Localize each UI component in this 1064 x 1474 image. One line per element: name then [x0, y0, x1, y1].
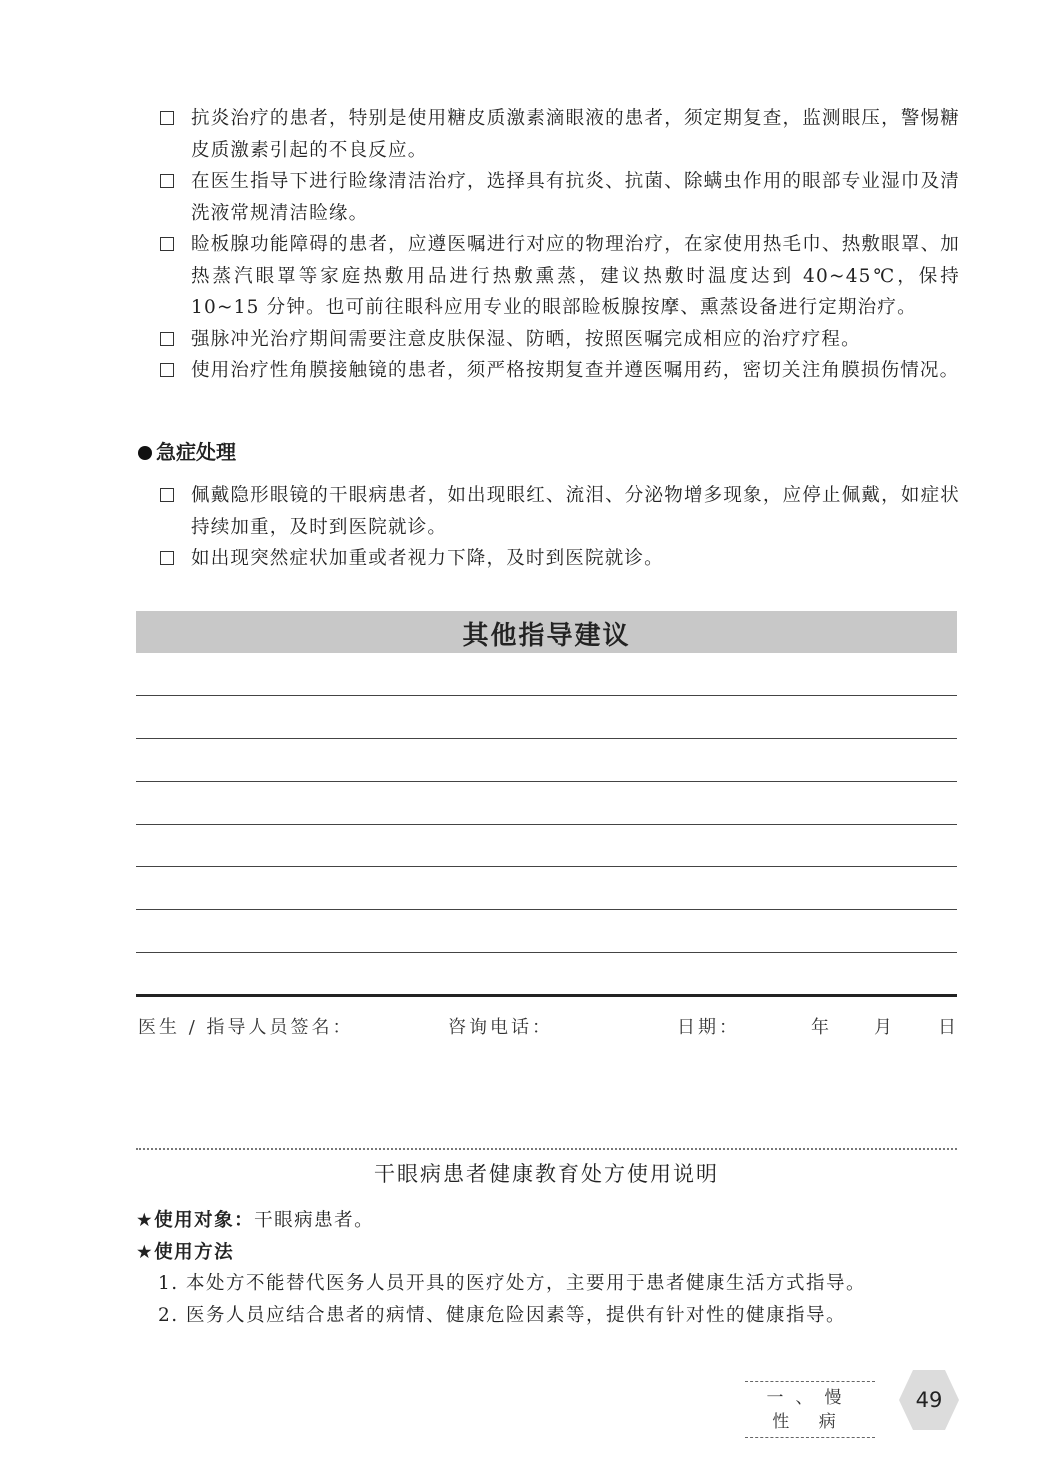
checklist-item-text: 佩戴隐形眼镜的干眼病患者，如出现眼红、流泪、分泌物增多现象，应停止佩戴，如症状持续加重，及时到医院就诊。 [191, 485, 960, 538]
checkbox[interactable] [160, 237, 174, 251]
method-row [136, 1238, 234, 1264]
emergency-checklist [160, 480, 960, 575]
writing-line[interactable] [136, 866, 957, 867]
writing-line[interactable] [136, 738, 957, 739]
method-label: ★使用方法 [136, 1242, 235, 1263]
writing-line[interactable] [136, 781, 957, 782]
bullet-icon [138, 446, 152, 460]
writing-line[interactable] [136, 695, 957, 696]
checklist-item [160, 355, 960, 387]
date-year: 年 [811, 1017, 832, 1038]
checkbox[interactable] [160, 488, 174, 502]
date-label: 日期： [677, 1017, 740, 1038]
other-advice-title: 其他指导建议 [462, 621, 631, 651]
dotted-divider [136, 1148, 957, 1150]
checklist-item-text: 如出现突然症状加重或者视力下降，及时到医院就诊。 [191, 548, 664, 569]
writing-line[interactable] [136, 952, 957, 953]
checklist-item-text: 使用治疗性角膜接触镜的患者，须严格按期复查并遵医嘱用药，密切关注角膜损伤情况。 [191, 360, 960, 381]
checklist-item [160, 324, 960, 356]
doctor-signature-label: 医生 / 指导人员签名： [138, 1017, 354, 1038]
target-row [136, 1206, 374, 1232]
checklist-item-text: 强脉冲光治疗期间需要注意皮肤保湿、防晒，按照医嘱完成相应的治疗疗程。 [191, 328, 861, 350]
emergency-heading-text: 急症处理 [156, 440, 236, 464]
checkbox[interactable] [160, 363, 174, 377]
target-label: ★使用对象： [136, 1210, 255, 1231]
treatment-checklist [160, 103, 960, 387]
writing-line[interactable] [136, 909, 957, 910]
date-month: 月 [874, 1017, 895, 1038]
checklist-item [160, 543, 960, 575]
checkbox[interactable] [160, 111, 174, 125]
consult-phone-label: 咨询电话： [448, 1017, 553, 1038]
emergency-heading [138, 436, 236, 465]
method-step: 1. 本处方不能替代医务人员开具的医疗处方，主要用于患者健康生活方式指导。 [158, 1273, 867, 1294]
checklist-item-text: 抗炎治疗的患者，特别是使用糖皮质激素滴眼液的患者，须定期复查，监测眼压，警惕糖皮质激素引起的不良反应。 [191, 108, 960, 161]
checklist-item [160, 229, 960, 324]
checkbox[interactable] [160, 332, 174, 346]
target-value: 干眼病患者。 [254, 1210, 375, 1231]
checkbox[interactable] [160, 551, 174, 565]
checkbox[interactable] [160, 174, 174, 188]
divider [136, 994, 957, 997]
checklist-item [160, 480, 960, 543]
checklist-item-text: 在医生指导下进行睑缘清洁治疗，选择具有抗炎、抗菌、除螨虫作用的眼部专业湿巾及清洗液常规清洁睑缘。 [191, 171, 960, 224]
page-number: 49 [915, 1388, 943, 1412]
method-step: 2. 医务人员应结合患者的病情、健康危险因素等，提供有针对性的健康指导。 [158, 1305, 847, 1326]
instructions-title: 干眼病患者健康教育处方使用说明 [374, 1162, 719, 1186]
checklist-item [160, 103, 960, 166]
writing-line[interactable] [136, 824, 957, 825]
other-advice-banner [136, 611, 957, 653]
chapter-label: 一、慢 性 病 [745, 1381, 875, 1438]
checklist-item-text: 睑板腺功能障碍的患者，应遵医嘱进行对应的物理治疗，在家使用热毛巾、热敷眼罩、加热蒸汽眼罩等家庭热敷用品进行热敷熏蒸，建议热敷时温度达到 40~45℃，保持 10~15 分钟。也可前往眼科应用专业的眼部睑板腺按摩、熏蒸设备进行定期治疗。 [191, 234, 960, 318]
checklist-item [160, 166, 960, 229]
date-day: 日 [938, 1017, 959, 1038]
